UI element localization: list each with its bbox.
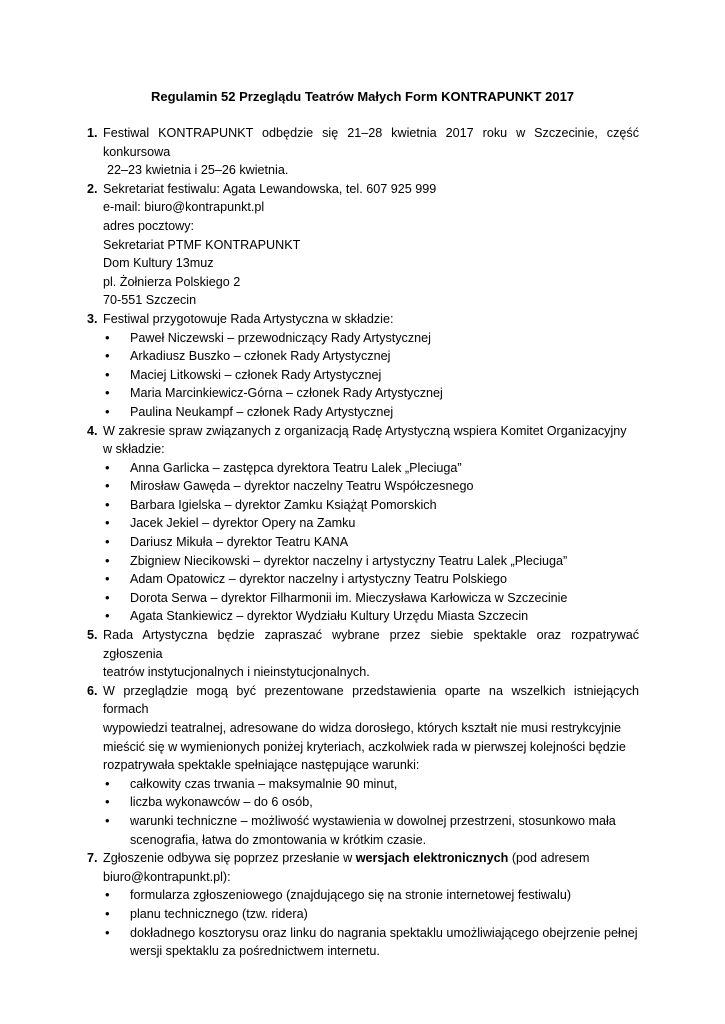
section-4 — [87, 422, 639, 627]
bullet-icon: • — [105, 794, 110, 810]
section-text: Festiwal przygotowuje Rada Artystyczna w składzie: — [103, 311, 394, 326]
bullet-icon: • — [105, 403, 110, 419]
list-item: • Anna Garlicka – zastępca dyrektora Teatru Lalek „Pleciuga” — [103, 459, 639, 478]
section-text: Zgłoszenie odbywa się poprzez przesłanie w wersjach elektronicznych (pod adresem — [103, 851, 590, 866]
section-number: 4. — [87, 423, 98, 438]
document-title: Regulamin 52 Przeglądu Teatrów Małych Form KONTRAPUNKT 2017 — [150, 89, 575, 104]
section-text: Sekretariat festiwalu: Agata Lewandowska, tel. 607 925 999 — [103, 181, 437, 196]
list-item: • Dariusz Mikuła – dyrektor Teatru KANA — [103, 533, 639, 552]
bullet-icon: • — [105, 905, 110, 921]
section-2 — [87, 180, 639, 310]
list-item: • liczba wykonawców – do 6 osób, — [103, 793, 639, 812]
bullet-icon: • — [105, 329, 110, 345]
section-1 — [87, 124, 639, 180]
section-number: 7. — [87, 851, 98, 866]
bullet-icon: • — [105, 478, 110, 494]
contact-email: e-mail: biuro@kontrapunkt.pl — [103, 200, 265, 215]
list-item: • planu technicznego (tzw. ridera) — [103, 905, 639, 924]
bullet-icon: • — [105, 589, 110, 605]
section-number: 5. — [87, 628, 98, 643]
list-item: • Mirosław Gawęda – dyrektor naczelny Teatru Współczesnego — [103, 477, 639, 496]
list-item: • formularza zgłoszeniowego (znajdującego się na stronie internetowej festiwalu) — [103, 886, 639, 905]
section-number: 2. — [87, 181, 98, 196]
bullet-icon: • — [105, 924, 110, 940]
bullet-icon: • — [105, 515, 110, 531]
list-item: • dokładnego kosztorysu oraz linku do nagrania spektaklu umożliwiającego obejrzenie pełnej wersji spektaklu za pośrednictwem internetu. — [105, 924, 638, 959]
committee-list — [103, 459, 639, 626]
list-item: • Dorota Serwa – dyrektor Filharmonii im. Mieczysława Karłowicza w Szczecinie — [103, 589, 639, 608]
section-text-cont: rozpatrywała spektakle spełniające następujące warunki: — [103, 758, 420, 773]
bullet-icon: • — [105, 348, 110, 364]
member-list — [103, 329, 639, 422]
section-3 — [87, 310, 639, 422]
list-item: • Zbigniew Niecikowski – dyrektor naczelny i artystyczny Teatru Lalek „Pleciuga” — [103, 552, 639, 571]
emphasis: wersjach elektronicznych — [355, 851, 509, 866]
section-text-cont: 22–23 kwietnia i 25–26 kwietnia. — [107, 163, 289, 178]
address-label: adres pocztowy: — [103, 218, 194, 233]
list-item: • całkowity czas trwania – maksymalnie 90 minut, — [103, 775, 639, 794]
section-6 — [87, 682, 639, 849]
bullet-icon: • — [105, 608, 110, 624]
bullet-icon: • — [105, 887, 110, 903]
section-text: W zakresie spraw związanych z organizacją Radę Artystyczną wspiera Komitet Organizacyjny — [103, 423, 627, 438]
list-item: • Maciej Litkowski – członek Rady Artystycznej — [103, 366, 639, 385]
document-body — [87, 124, 639, 961]
section-text: Rada Artystyczna będzie zapraszać wybrane przez siebie spektakle oraz rozpatrywać zgłoszenia — [103, 628, 639, 661]
list-item: • Arkadiusz Buszko – członek Rady Artystycznej — [103, 347, 639, 366]
section-text-cont: wypowiedzi teatralnej, adresowane do widza dorosłego, których kształt nie musi restrykcyjnie — [103, 721, 621, 735]
list-item: • Adam Opatowicz – dyrektor naczelny i artystyczny Teatru Polskiego — [103, 570, 639, 589]
bullet-icon: • — [105, 775, 110, 791]
address-line: pl. Żołnierza Polskiego 2 — [103, 274, 241, 289]
list-item: • Jacek Jekiel – dyrektor Opery na Zamku — [103, 514, 639, 533]
section-text: Festiwal KONTRAPUNKT odbędzie się 21–28 kwietnia 2017 roku w Szczecinie, część konkursowa — [103, 126, 639, 159]
bullet-icon: • — [105, 496, 110, 512]
list-item: • Barbara Igielska – dyrektor Zamku Książąt Pomorskich — [103, 496, 639, 515]
section-text-cont: teatrów instytucjonalnych i nieinstytucjonalnych. — [103, 665, 370, 680]
bullet-icon: • — [105, 459, 110, 475]
bullet-icon: • — [105, 534, 110, 550]
section-5 — [87, 626, 639, 682]
bullet-icon: • — [105, 571, 110, 587]
conditions-list — [103, 775, 639, 849]
section-text-cont: w składzie: — [103, 442, 165, 457]
list-item: • Maria Marcinkiewicz-Górna – członek Rady Artystycznej — [103, 384, 639, 403]
list-item: • Agata Stankiewicz – dyrektor Wydziału Kultury Urzędu Miasta Szczecin — [103, 607, 639, 626]
section-number: 1. — [87, 126, 98, 140]
section-7 — [87, 849, 639, 961]
bullet-icon: • — [105, 552, 110, 568]
address-line: Sekretariat PTMF KONTRAPUNKT — [103, 237, 301, 252]
submission-list — [103, 886, 639, 960]
section-number: 3. — [87, 311, 98, 326]
list-item: • Paweł Niczewski – przewodniczący Rady Artystycznej — [103, 329, 639, 348]
address-line: Dom Kultury 13muz — [103, 256, 214, 271]
bullet-icon: • — [105, 366, 110, 382]
section-text: W przeglądzie mogą być prezentowane przedstawienia oparte na wszelkich istniejących formach — [103, 683, 639, 717]
section-text-cont: mieścić się w wymienionych poniżej kryteriach, aczkolwiek rada w pierwszej kolejności będzie — [103, 739, 626, 754]
list-item: • warunki techniczne – możliwość wystawienia w dowolnej przestrzeni, stosunkowo mała scenografia, łatwa do zmontowania w krótkim czasie. — [105, 812, 616, 847]
list-item: • Paulina Neukampf – członek Rady Artystycznej — [103, 403, 639, 422]
section-number: 6. — [87, 683, 98, 698]
address-line: 70-551 Szczecin — [103, 293, 197, 308]
section-text-cont: biuro@kontrapunkt.pl): — [103, 869, 231, 884]
bullet-icon: • — [105, 812, 110, 828]
bullet-icon: • — [105, 385, 110, 401]
